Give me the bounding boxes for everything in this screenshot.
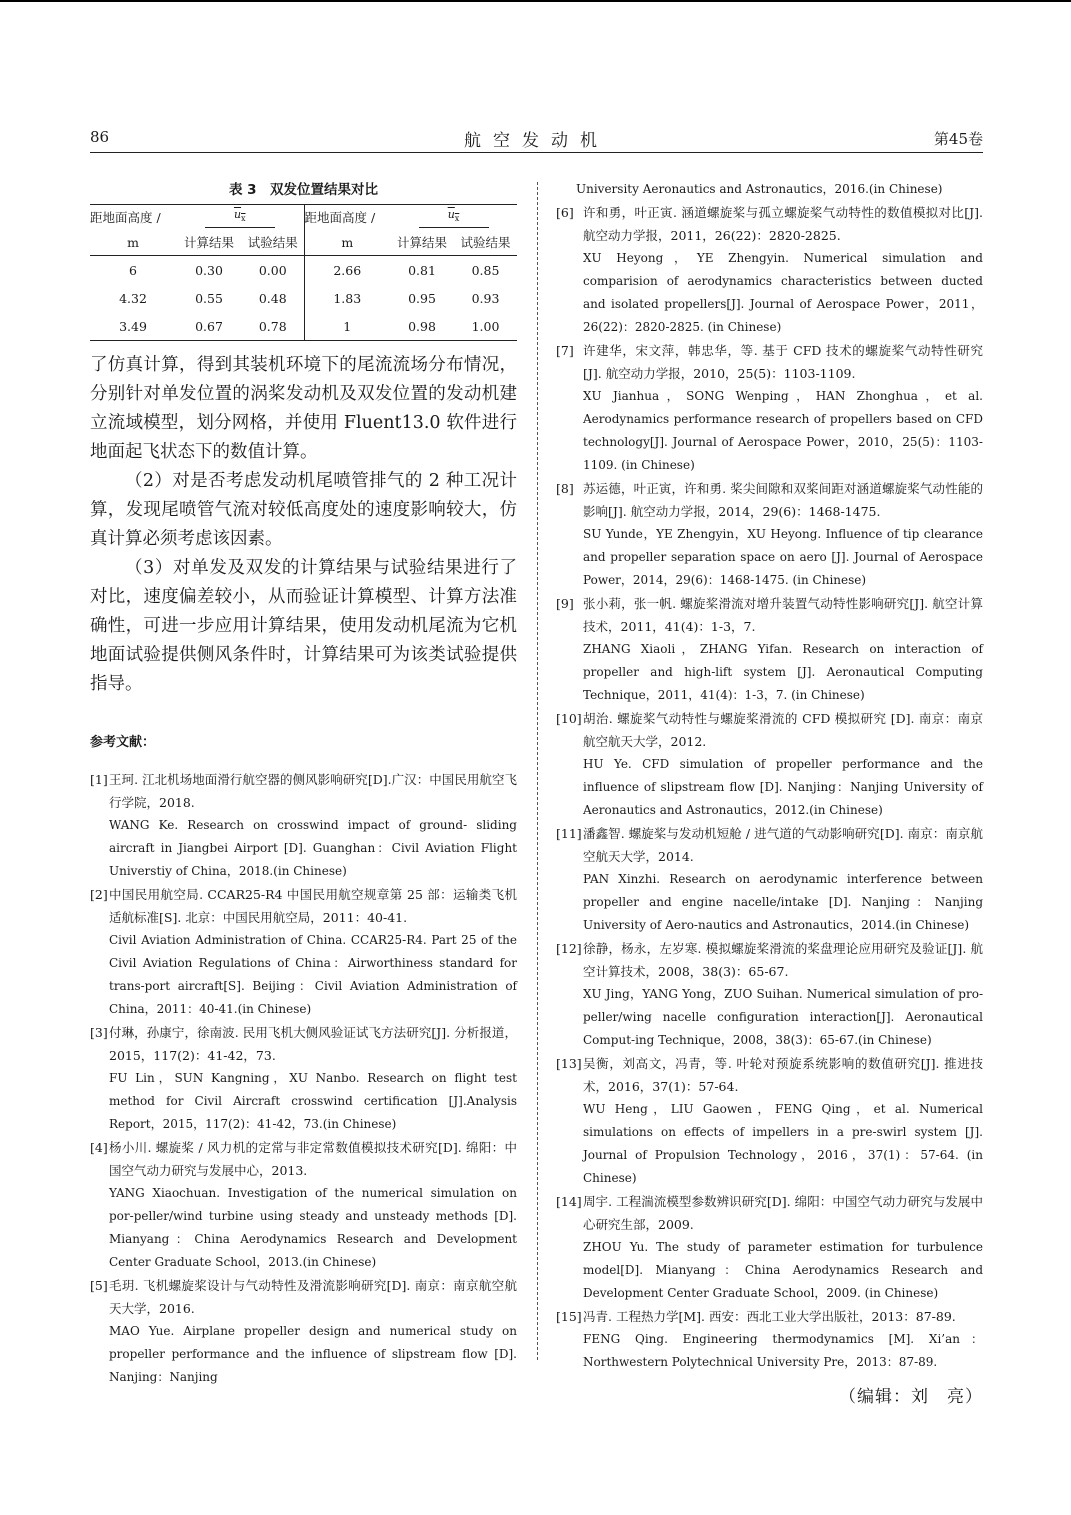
editor-note: （编辑：刘 亮）	[839, 1387, 983, 1407]
table-row: 6 0.30 0.00 2.66 0.81 0.85	[90, 256, 517, 285]
reference-item: [15] 冯青. 工程热力学[M]. 西安：西北工业大学出版社，2013：87-89. FENG Qing. Engineering thermodynamics [M]. Xi’an：Northwestern Polytechnical University Pre，2013：87-89.	[556, 1309, 983, 1369]
paragraph-3: （3）对单发及双发的计算结果与试验结果进行了对比，速度偏差较小，从而验证计算模型、计算方法准确性，可进一步应用计算结果，使用发动机尾流为它机地面试验提供侧风条件时，计算结果可为该类试验提供指导。	[90, 558, 517, 694]
reference-item: [13] 吴衡，刘高文，冯青，等. 叶轮对预旋系统影响的数值研究[J]. 推进技术，2016，37(1)：57-64. WU Heng，LIU Gaowen，FENG Qing，et al. Numerical simulations on effects of impellers in a pre-swirl system [J]. Journal of Propulsion Technology，2016，37(1)：57-64. (in Chinese)	[556, 1056, 983, 1185]
body-text	[90, 351, 517, 699]
reference-item: [8] 苏运德，叶正寅，许和勇. 桨尖间隙和双桨间距对涵道螺旋桨气动性能的影响[J]. 航空动力学报，2014，29(6)：1468-1475. SU Yunde，YE Zhengyin，XU Heyong. Influence of tip clearance and propeller separation space on aero [J]. Journal of Aerospace Power，2014，29(6)：1468-1475. (in Chinese)	[556, 481, 983, 587]
reference-item: [2] 中国民用航空局. CCAR25-R4 中国民用航空规章第 25 部：运输类飞机适航标准[S]. 北京：中国民用航空局，2011：40-41. Civil Aviation Administration of China. CCAR25-R4. Part 25 of the Civil Aviation Regulations of China：Airworthiness standard for trans-port aircraft[S]. Beijing：Civil Aviation Administration of China，2011：40-41.(in Chinese)	[90, 887, 517, 1016]
reference-item: [3] 付琳，孙康宁，徐南波. 民用飞机大侧风验证试飞方法研究[J]. 分析报道，2015，117(2)：41-42，73. FU Lin，SUN Kangning，XU Nanbo. Research on flight test method for Civil Aircraft crosswind certification [J].Analysis Report，2015，117(2)：41-42，73.(in Chinese)	[90, 1025, 517, 1131]
column-divider	[537, 182, 538, 1360]
paragraph-1: 了仿真计算，得到其装机环境下的尾流流场分布情况，分别针对单发位置的涡桨发动机及双发位置的发动机建立流域模型，划分网格，并使用 Fluent13.0 软件进行地面起飞状态下的数值计算。	[90, 355, 517, 462]
header-rule	[90, 152, 983, 153]
table-row: 4.32 0.55 0.48 1.83 0.95 0.93	[90, 284, 517, 312]
reference-item: [14] 周宇. 工程湍流模型参数辨识研究[D]. 绵阳：中国空气动力研究与发展中心研究生部，2009. ZHOU Yu. The study of parameter estimation for turbulence model[D]. Mianyang：China Aerodynamics Research and Development Center Graduate School，2009. (in Chinese)	[556, 1194, 983, 1300]
reference-item: [11] 潘鑫智. 螺旋桨与发动机短舱 / 进气道的气动影响研究[D]. 南京：南京航空航天大学，2014. PAN Xinzhi. Research on aerodynamic interference between propeller and engine nacelle/intake [D]. Nanjing：Nanjing University of Aero-nautics and Astronautics，2014.(in Chinese)	[556, 826, 983, 932]
paragraph-2: （2）对是否考虑发动机尾喷管排气的 2 种工况计算，发现尾喷管气流对较低高度处的速度影响较大，仿真计算必须考虑该因素。	[90, 471, 517, 549]
references-heading: 参考文献：	[90, 735, 156, 750]
right-column	[556, 178, 983, 1407]
reference-item: [1] 王珂. 江北机场地面滑行航空器的侧风影响研究[D].广汉：中国民用航空飞行学院，2018. WANG Ke. Research on crosswind impact of ground- sliding aircraft in Jiangbei Airport [D]. Guanghan：Civil Aviation Flight Universtiy of China，2018.(in Chinese)	[90, 772, 517, 878]
journal-title: 航空发动机	[464, 131, 609, 151]
table-title: 表 3 双发位置结果对比	[228, 182, 379, 198]
volume-label: 第45卷	[933, 130, 983, 148]
results-table	[90, 204, 517, 341]
reference-item: [5] 毛玥. 飞机螺旋桨设计与气动特性及滑流影响研究[D]. 南京：南京航空航天大学，2016. MAO Yue. Airplane propeller design and numerical study on propeller performance and the influence of slipstream flow [D]. Nanjing：Nanjing	[90, 1278, 517, 1384]
reference-item: [10] 胡治. 螺旋桨气动特性与螺旋桨滑流的 CFD 模拟研究 [D]. 南京：南京航空航天大学，2012. HU Ye. CFD simulation of propeller performance and the influence of slipstream flow [D]. Nanjing：Nanjing University of Aeronautics and Astronautics，2012.(in Chinese)	[556, 711, 983, 817]
reference-item: [9] 张小莉，张一帆. 螺旋桨滑流对增升装置气动特性影响研究[J]. 航空计算技术，2011，41(4)：1-3，7. ZHANG Xiaoli，ZHANG Yifan. Research on interaction of propeller and high-lift system [J]. Aeronautical Computing Technique，2011，41(4)：1-3，7. (in Chinese)	[556, 596, 983, 702]
col-test-2: 试验结果	[454, 229, 517, 256]
reference-continuation: University Aeronautics and Astronautics，2016.(in Chinese)	[576, 182, 943, 196]
col-test-1: 试验结果	[242, 229, 304, 256]
u-header-2: $u_x$	[390, 205, 517, 230]
page-number: 86	[90, 128, 110, 146]
table-row: 3.49 0.67 0.78 1 0.98 1.00	[90, 312, 517, 341]
reference-item: [7] 许建华，宋文萍，韩忠华，等. 基于 CFD 技术的螺旋桨气动特性研究[J]. 航空动力学报，2010，25(5)：1103-1109. XU Jianhua，SONG Wenping，HAN Zhonghua，et al. Aerodynamics performance research of propellers based on CFD technology[J]. Journal of Aerospace Power，2010，25(5)：1103-1109. (in Chinese)	[556, 343, 983, 472]
unit-m-2: m	[304, 229, 390, 256]
left-column	[90, 178, 517, 1389]
col-calc-2: 计算结果	[390, 229, 454, 256]
u-header-1: $u_x$	[176, 205, 304, 230]
col-height-label-2: 距地面高度 /	[304, 205, 390, 230]
top-border	[0, 0, 1071, 2]
col-height-label-1: 距地面高度 /	[90, 205, 176, 230]
reference-item: [4] 杨小川. 螺旋桨 / 风力机的定常与非定常数值模拟技术研究[D]. 绵阳：中国空气动力研究与发展中心，2013. YANG Xiaochuan. Investigation of the numerical simulation on por-peller/wind turbine using steady and unsteady methods [D]. Mianyang：China Aerodynamics Research and Development Center Graduate School，2013.(in Chinese)	[90, 1140, 517, 1269]
col-calc-1: 计算结果	[176, 229, 242, 256]
unit-m-1: m	[90, 229, 176, 256]
references-right	[556, 178, 983, 1374]
references-left	[90, 768, 517, 1389]
reference-item: [6] 许和勇，叶正寅. 涵道螺旋桨与孤立螺旋桨气动特性的数值模拟对比[J]. 航空动力学报，2011，26(22)：2820-2825. XU Heyong，YE Zhengyin. Numerical simulation and comparision of aerodynamics characteristics between ducted and isolated propellers[J]. Journal of Aerospace Power，2011，26(22)：2820-2825. (in Chinese)	[556, 205, 983, 334]
reference-item: [12] 徐静，杨永，左岁寒. 模拟螺旋桨滑流的桨盘理论应用研究及验证[J]. 航空计算技术，2008，38(3)：65-67. XU Jing，YANG Yong，ZUO Suihan. Numerical simulation of pro-peller/wing nacelle configuration interaction[J]. Aeronautical Comput-ing Technique，2008，38(3)：65-67.(in Chinese)	[556, 941, 983, 1047]
